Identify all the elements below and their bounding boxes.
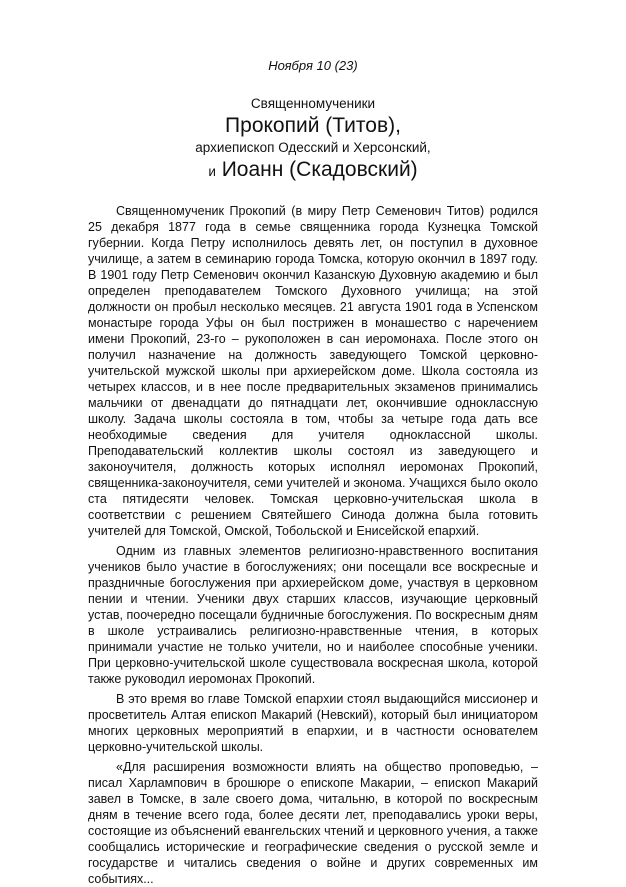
saint-name-ioann-line bbox=[88, 157, 538, 185]
saints-heading bbox=[88, 95, 538, 185]
paragraph: «Для расширения возможности влиять на общество проповедью, – писал Харлампович в брошюре о епископе Макарии, – епископ Макарий завел в Томске, в зале своего дома, читальню, в которой по воскресным дням в течение всего года, более десяти лет, преподавались уроки веры, состоящие из объяснений евангельских чтений и церковного учения, а также сообщались исторические и географические сведения о русской земле и государстве и читались сведения о войне и других современных им событиях... bbox=[88, 760, 538, 886]
paragraph: Священномученик Прокопий (в миру Петр Семенович Титов) родился 25 декабря 1877 года в семье священника города Кузнецка Томской губернии. Когда Петру исполнилось девять лет, он поступил в духовное училище, а затем в семинарию города Томска, которую окончил в 1897 году. В 1901 году Петр Семенович окончил Казанскую Духовную академию и был определен преподавателем Томского Духовного училища; на этой должности он пробыл несколько месяцев. 21 августа 1901 года в Успенском монастыре города Уфы он был пострижен в монашество с наречением имени Прокопий, 23-го – рукоположен в сан иеромонаха. После этого он получил назначение на должность заведующего Томской церковно-учительской мужской школы при архиерейском доме. Школа состояла из четырех классов, и в нее после предварительных экзаменов принимались мальчики от двенадцати до пятнадцати лет, окончившие одноклассную школу. Задача школы состояла в том, чтобы за четыре года дать все необходимые сведения для учителя одноклассной школы. Преподавательский коллектив школы состоял из заведующего и законоучителя, должность которых исполнял иеромонах Прокопий, священника-законоучителя, семи учителей и эконома. Учащихся было около ста пятидесяти человек. Томская церковно-учительская школа в соответствии с решением Святейшего Синода должна была готовить учителей для Томской, Омской, Тобольской и Енисейской епархий. bbox=[88, 204, 538, 538]
feast-date: Ноября 10 (23) bbox=[268, 58, 358, 73]
saint-name-prokopiy: Прокопий (Титов), bbox=[225, 114, 401, 137]
paragraph: Одним из главных элементов религиозно-нравственного воспитания учеников было участие в богослужениях; они посещали все воскресные и праздничные богослужения при архиерейском доме, участвуя в церковном пении и чтении. Ученики двух старших классов, изучающие церковный устав, поочередно посещали будничные богослужения. По воскресным дням в школе устраивались религиозно-нравственные чтения, в которых принимали участие не только учители, но и наиболее способные ученики. При церковно-учительской школе существовала воскресная школа, которой также руководил иеромонах Прокопий. bbox=[88, 544, 538, 686]
heading-kicker: Священномученики bbox=[250, 96, 376, 111]
saint-name-ioann: Иоанн (Скадовский) bbox=[221, 158, 418, 181]
paragraph: В это время во главе Томской епархии стоял выдающийся миссионер и просветитель Алтая епископ Макарий (Невский), который был инициатором многих церковных мероприятий в епархии, и в частности основателем церковно-учительской школы. bbox=[88, 692, 538, 754]
heading-conjunction: и bbox=[208, 164, 216, 179]
saint-title-prokopiy: архиепископ Одесский и Херсонский, bbox=[195, 140, 431, 155]
body-text bbox=[88, 203, 538, 887]
